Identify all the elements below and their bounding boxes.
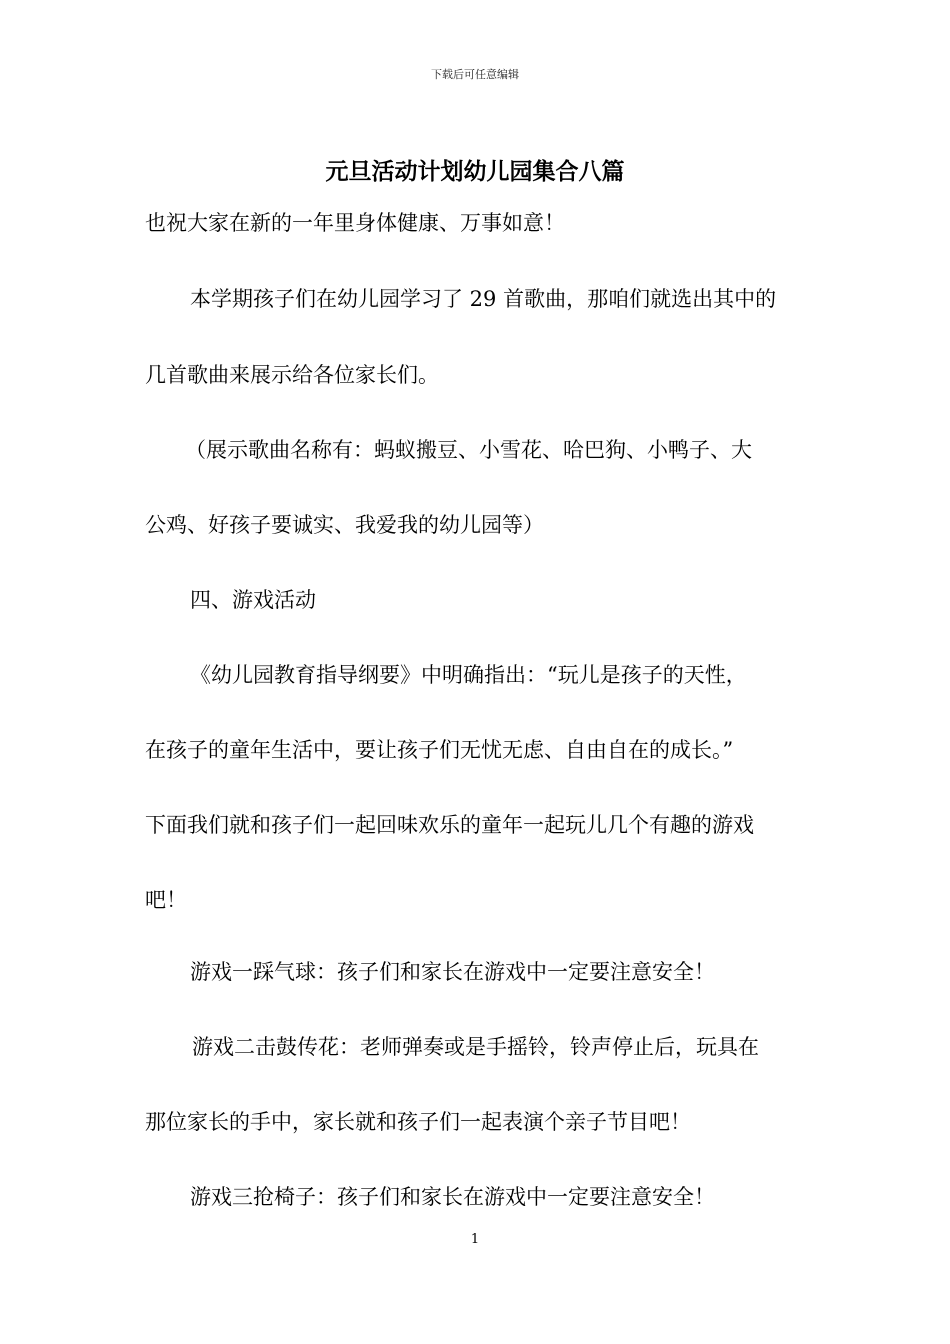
document-title: 元旦活动计划幼儿园集合八篇 — [325, 158, 625, 185]
paragraph-line-4: （展示歌曲名称有：蚂蚁搬豆、小雪花、哈巴狗、小鸭子、大 — [185, 438, 752, 462]
paragraph-line-3: 几首歌曲来展示给各位家长们。 — [145, 363, 439, 387]
paragraph-line-2: 本学期孩子们在幼儿园学习了 29 首歌曲，那咱们就选出其中的 — [190, 287, 777, 311]
paragraph-line-11: 游戏一踩气球：孩子们和家长在游戏中一定要注意安全！ — [190, 960, 715, 984]
paragraph-line-1: 也祝大家在新的一年里身体健康、万事如意！ — [145, 211, 565, 235]
section-heading-games: 四、游戏活动 — [190, 588, 316, 612]
paragraph-line-10: 吧！ — [145, 888, 187, 912]
paragraph-line-13: 那位家长的手中，家长就和孩子们一起表演个亲子节目吧！ — [145, 1110, 691, 1134]
page-number: 1 — [470, 1232, 480, 1247]
paragraph-line-14: 游戏三抢椅子：孩子们和家长在游戏中一定要注意安全！ — [190, 1185, 715, 1209]
header-note: 下载后可任意编辑 — [431, 68, 519, 81]
paragraph-line-9: 下面我们就和孩子们一起回味欢乐的童年一起玩儿几个有趣的游戏 — [145, 813, 754, 837]
paragraph-line-8: 在孩子的童年生活中，要让孩子们无忧无虑、自由自在的成长。” — [145, 738, 734, 762]
paragraph-line-12: 游戏二击鼓传花：老师弹奏或是手摇铃，铃声停止后，玩具在 — [192, 1035, 759, 1059]
paragraph-line-5: 公鸡、好孩子要诚实、我爱我的幼儿园等） — [145, 513, 544, 537]
paragraph-line-7: 《幼儿园教育指导纲要》中明确指出：“玩儿是孩子的天性， — [190, 663, 747, 687]
